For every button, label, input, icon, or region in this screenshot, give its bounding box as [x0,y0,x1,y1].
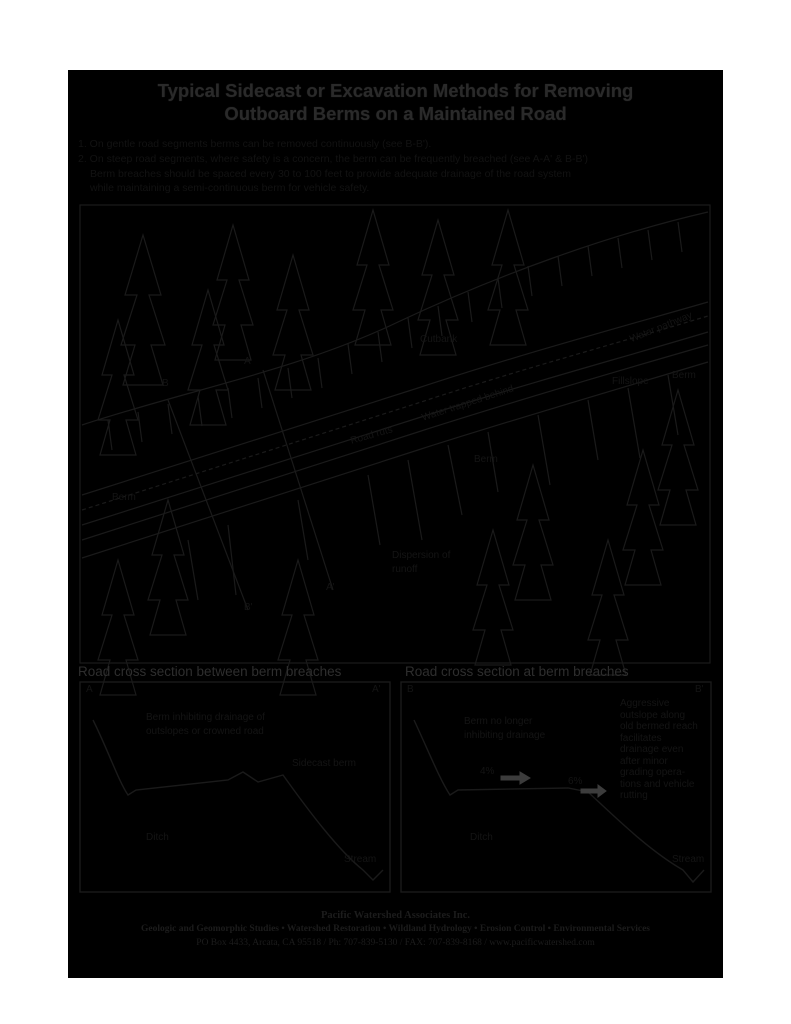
stream-left-label: Stream [344,854,377,865]
aggressive-outslope-note [620,698,698,802]
tree-13 [473,530,513,665]
water-pathway-label: Water pathway [628,309,694,346]
aggressive-line: old bermed reach [620,721,698,732]
poster-sheet [68,70,723,978]
tree-4 [353,210,393,345]
section-line-a [263,370,333,590]
tree-1 [121,235,165,385]
ditch-left-label: Ditch [146,832,169,843]
tree-14 [623,450,663,585]
road-center-rut [82,316,708,510]
section-a-marker: A [244,356,251,367]
berm-left-label: Berm [112,492,136,503]
aggressive-line: outslope along [620,709,686,721]
aggressive-line: facilitates [620,732,662,744]
cutbank-label: Cutbank [420,334,458,345]
berm-inhibiting-label-1: Berm inhibiting drainage of [146,712,265,723]
grade-6pct-label: 6% [568,776,583,787]
title-line-2: Outboard Berms on a Maintained Road [224,103,567,124]
tree-7 [188,290,228,425]
tree-15 [588,540,628,675]
ditch-right-label: Ditch [470,832,493,843]
aggressive-line: after minor [620,755,668,767]
section-b-end-marker: B' [244,602,253,613]
grade-4pct-label: 4% [480,766,495,777]
tree-12 [513,465,553,600]
road-outer-edge [82,332,708,525]
section-left-profile [93,720,383,880]
section-right-end: B' [695,684,704,695]
section-right-start: B [407,684,414,695]
tree-3 [273,255,313,390]
berm-right-label: Berm [672,370,696,381]
road-ruts-label: Road ruts [349,424,394,447]
berm-inhibiting-label-2: outslopes or crowned road [146,726,264,737]
dispersion-label-2: runoff [392,564,418,575]
berm-no-longer-label-1: Berm no longer [464,716,533,727]
note-1: 1. On gentle road segments berms can be removed continuously (see B-B'). [78,138,432,150]
water-trapped-label: Water trapped behind [420,383,516,424]
section-b-marker: B [162,378,169,389]
grade-arrow-6pct [581,785,606,797]
footer-contact: PO Box 4433, Arcata, CA 95518 / Ph: 707-839-5130 / FAX: 707-839-8168 / www.pacificwatershed.com [196,938,595,948]
note-2: 2. On steep road segments, where safety is a concern, the berm can be frequently breached (see A-A' & B-B') [78,153,589,165]
note-3: Berm breaches should be spaced every 30 to 100 feet to provide adequate drainage of the road system [90,168,571,180]
tree-8 [98,320,138,455]
tree-9 [148,500,188,635]
aggressive-line: drainage even [620,744,684,755]
section-left-heading: Road cross section between berm breaches [78,664,342,679]
section-left-start: A [86,684,93,695]
cutbank-top-edge [82,212,708,425]
note-4: while maintaining a semi-continuous berm for vehicle safety. [90,182,370,194]
sidecast-berm-label: Sidecast berm [292,758,356,769]
section-line-b [168,400,248,610]
fillslope-label: Fillslope [612,376,649,387]
title-line-1: Typical Sidecast or Excavation Methods for Removing [157,80,634,101]
road-inner-edge [82,302,708,495]
berm-edge [82,345,708,540]
aggressive-line: rutting [620,790,648,801]
section-left-end: A' [372,684,381,695]
footer-company: Pacific Watershed Associates Inc. [320,910,471,921]
section-a-end-marker: A' [326,582,335,593]
aggressive-line: tions and vehicle [620,778,695,790]
berm-center-label: Berm [474,454,498,465]
grade-arrow-4pct [501,772,530,784]
tree-16 [658,390,698,525]
dispersion-label-1: Dispersion of [392,550,451,561]
berm-no-longer-label-2: inhibiting drainage [464,730,546,741]
plan-view-frame [80,205,710,663]
aggressive-line: grading opera- [620,767,686,778]
tree-2 [213,225,253,360]
footer-services: Geologic and Geomorphic Studies • Watershed Restoration • Wildland Hydrology • Erosion Control • Environmental Services [140,924,650,934]
aggressive-line: Aggressive [620,698,670,709]
tree-6 [488,210,528,345]
stream-right-label: Stream [672,854,705,865]
section-right-heading: Road cross section at berm breaches [405,664,629,679]
